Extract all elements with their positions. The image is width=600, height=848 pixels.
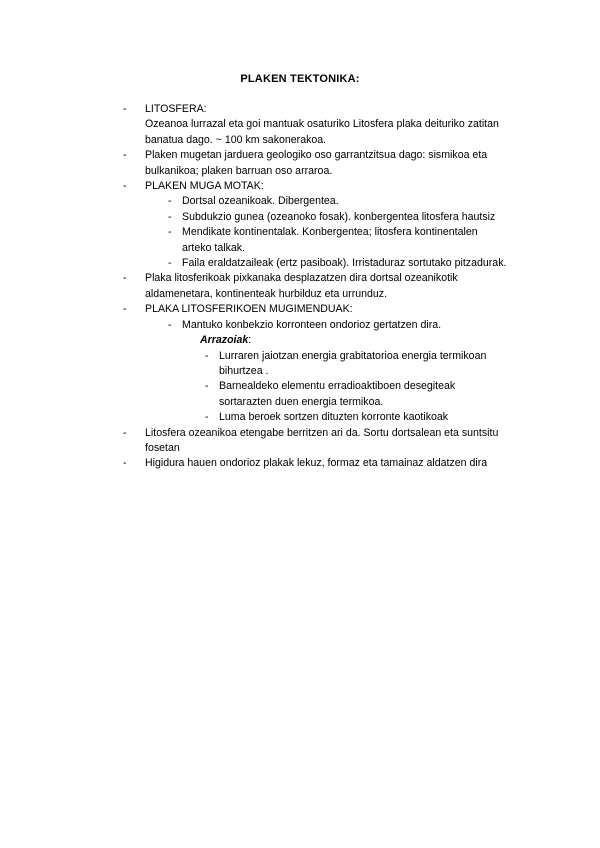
bullet-dash: - — [168, 257, 172, 270]
list-item-litosfera — [120, 102, 510, 148]
item-label: LITOSFERA: — [145, 103, 207, 115]
list-item-mugimenduak — [120, 302, 510, 425]
reason-text: Lurraren jaiotzan energia grabitatorioa energia termikoan bihurtzea . — [219, 349, 487, 377]
sub-item-text: Faila eraldatzaileak (ertz pasiboak). Irristaduraz sortutako pitzadurak. — [182, 257, 507, 270]
bullet-dash: - — [123, 180, 127, 193]
list-item-plaken-mugetan — [120, 148, 510, 179]
item-text: Plaka litosferikoak pixkanaka desplazatzen dira dortsal ozeanikotik aldamenetara, kontinenteak hurbilduz eta urrunduz. — [145, 272, 458, 300]
bullet-dash: - — [123, 457, 127, 470]
item-text: Ozeanoa lurrazal eta goi mantuak osaturiko Litosfera plaka deituriko zatitan banatua dago. ~ 100 km sakonerakoa. — [145, 118, 499, 146]
sub-item — [165, 194, 510, 209]
sub-item — [165, 318, 510, 426]
sub-list-mugimenduak — [165, 318, 510, 426]
list-item-berritzen — [120, 426, 510, 457]
sub-item — [165, 256, 510, 271]
sub-item-text: Mendikate kontinentalak. Konbergentea; litosfera kontinentalen arteko talkak. — [182, 226, 478, 254]
reason-item — [202, 410, 510, 425]
document-title: PLAKEN TEKTONIKA: — [240, 73, 360, 85]
item-label: PLAKEN MUGA MOTAK: — [145, 180, 264, 193]
bullet-dash: - — [168, 210, 172, 223]
bullet-dash: - — [205, 411, 209, 424]
main-list — [120, 102, 510, 472]
sub-item-text: Mantuko konbekzio korronteen ondorioz gertatzen dira. — [182, 318, 442, 331]
bullet-dash: - — [168, 226, 172, 239]
sub-item — [165, 225, 510, 256]
reasons-heading-colon: : — [248, 334, 252, 347]
list-item-desplazatzen — [120, 271, 510, 302]
reason-item — [202, 349, 510, 380]
reason-text: Luma beroek sortzen dituzten korronte kaotikoak — [219, 411, 449, 424]
item-label: PLAKA LITOSFERIKOEN MUGIMENDUAK: — [145, 303, 353, 316]
reasons-list — [202, 349, 510, 426]
document-body — [120, 102, 510, 472]
bullet-dash: - — [205, 349, 209, 362]
sub-list-muga-motak — [165, 194, 510, 271]
bullet-dash: - — [123, 303, 127, 316]
sub-item-text: Dortsal ozeanikoak. Dibergentea. — [182, 195, 339, 208]
bullet-dash: - — [123, 426, 127, 439]
bullet-dash: - — [123, 272, 127, 285]
item-text: Higidura hauen ondorioz plakak lekuz, formaz eta tamainaz aldatzen dira — [145, 457, 488, 470]
bullet-dash: - — [205, 380, 209, 393]
bullet-dash: - — [168, 318, 172, 331]
reason-item — [202, 379, 510, 410]
list-item-higidura — [120, 456, 510, 471]
reasons-heading-text: Arrazoiak — [200, 334, 249, 347]
bullet-dash: - — [123, 103, 127, 115]
sub-item-text: Subdukzio gunea (ozeanoko fosak). konbergentea litosfera hautsiz — [182, 210, 496, 223]
list-item-muga-motak — [120, 179, 510, 271]
reason-text: Barnealdeko elementu erradioaktiboen desegiteak sortarazten duen energia termikoa. — [219, 380, 456, 408]
bullet-dash: - — [123, 149, 127, 162]
reasons-heading — [200, 333, 510, 348]
bullet-dash: - — [168, 195, 172, 208]
sub-item — [165, 210, 510, 225]
item-text: Plaken mugetan jarduera geologiko oso garrantzitsua dago: sismikoa eta bulkanikoa; plaken barruan oso arraroa. — [145, 149, 488, 177]
item-text: Litosfera ozeanikoa etengabe berritzen ari da. Sortu dortsalean eta suntsitu fosetan — [145, 426, 499, 454]
